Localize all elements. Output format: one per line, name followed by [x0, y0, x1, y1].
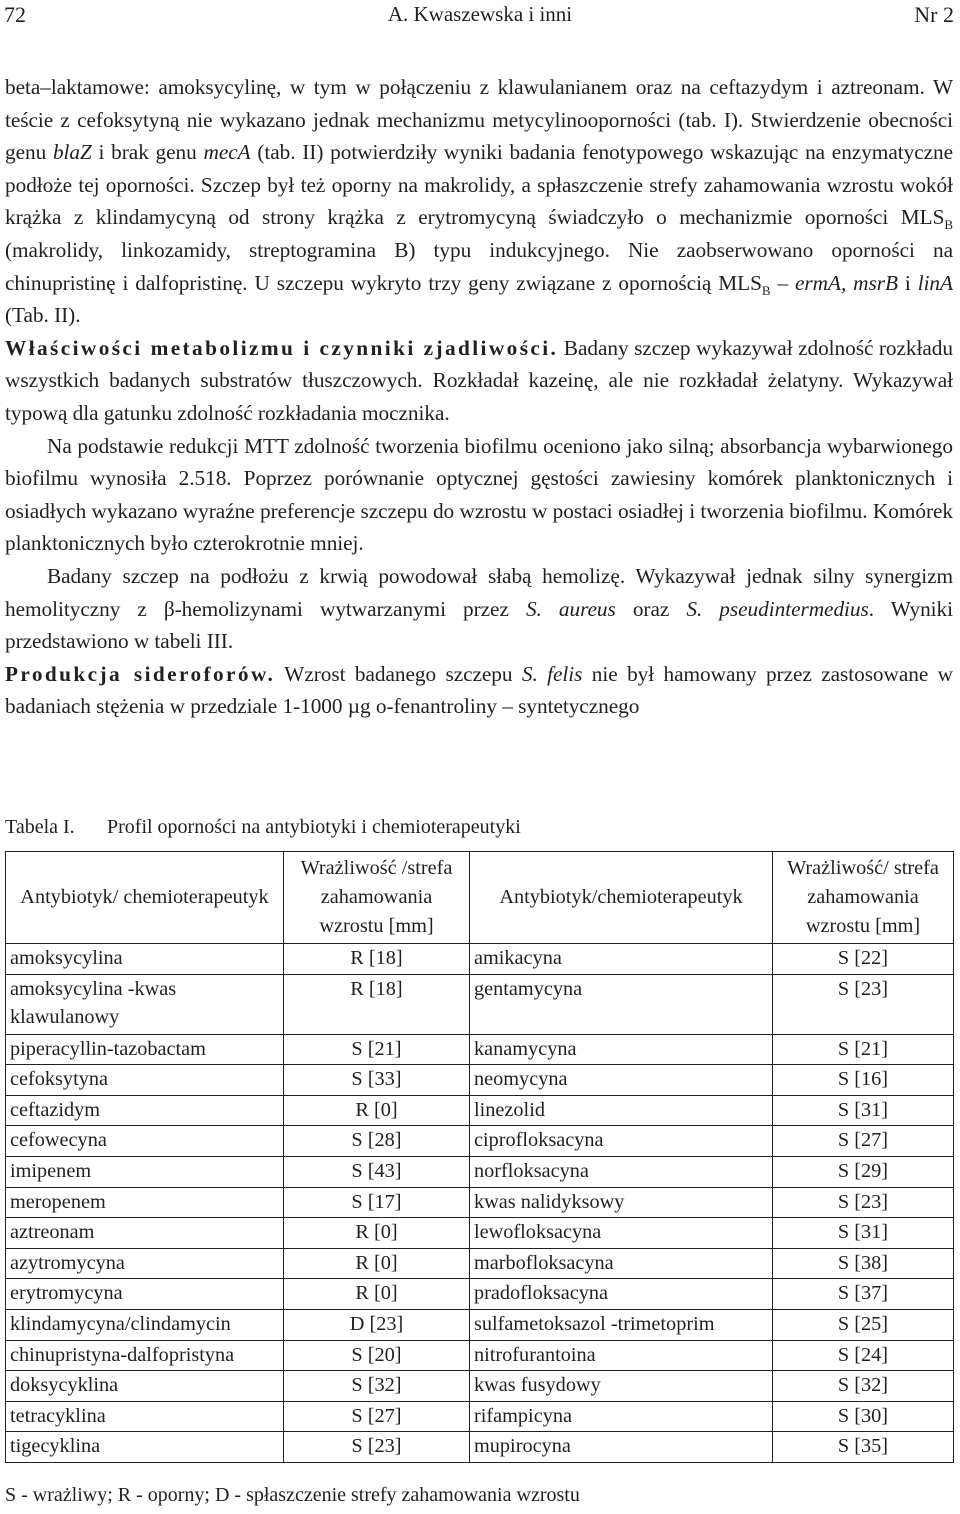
table-label: Tabela I. [5, 816, 75, 838]
genes-erma-msrb: ermA, msrB [795, 270, 898, 295]
susceptibility-cell: S [30] [773, 1401, 954, 1432]
table-header-cell: Antybiotyk/ chemioterapeutyk [6, 852, 284, 944]
susceptibility-cell: S [32] [773, 1371, 954, 1402]
article-body [5, 71, 953, 723]
table-footnote: S - wrażliwy; R - oporny; D - spłaszczenie strefy zahamowania wzrostu [5, 1484, 580, 1506]
table-row [6, 974, 954, 1034]
paragraph-hemolysis: Badany szczep na podłożu z krwią powodował słabą hemolizę. Wykazywał jednak silny synergizm hemolityczny z β-hemolizynami wytwarzanymi przez S. aureus oraz S. pseudintermedius. Wyniki przedstawiono w tabeli III. [5, 563, 954, 654]
table-row [6, 1218, 954, 1249]
table-header-cell: Wrażliwość /strefa zahamowania wzrostu [mm] [284, 852, 470, 944]
susceptibility-cell: S [43] [284, 1156, 470, 1187]
paragraph-metabolism: Właściwości metabolizmu i czynniki zjadliwości. Badany szczep wykazywał zdolność rozkładu wszystkich badanych substratów tłuszczowych. Rozkładał kazeinę, ale nie rozkładał żelatyny. Wykazywał typową dla gatunku zdolność rozkładania mocznika. [5, 335, 953, 425]
table-row [6, 1432, 954, 1463]
antibiotic-name-cell: cefowecyna [6, 1126, 284, 1157]
susceptibility-cell: S [29] [773, 1156, 954, 1187]
antibiotic-name-cell: lewofloksacyna [470, 1218, 773, 1249]
antibiotic-name-cell: klindamycyna/clindamycin [6, 1309, 284, 1340]
table-row [6, 1401, 954, 1432]
page-header [4, 2, 956, 32]
susceptibility-cell: S [31] [773, 1095, 954, 1126]
table-row [6, 1065, 954, 1096]
susceptibility-cell: S [37] [773, 1279, 954, 1310]
table-row [6, 1187, 954, 1218]
antibiotic-name-cell: piperacyllin-tazobactam [6, 1034, 284, 1065]
antibiotic-name-cell: amoksycylina -kwas klawulanowy [6, 974, 284, 1034]
antibiotic-name-cell: amoksycylina [6, 944, 284, 975]
issue-number: Nr 2 [914, 2, 954, 27]
antibiotic-name-cell: pradofloksacyna [470, 1279, 773, 1310]
antibiotic-name-cell: mupirocyna [470, 1432, 773, 1463]
susceptibility-cell: S [33] [284, 1065, 470, 1096]
antibiotic-name-cell: amikacyna [470, 944, 773, 975]
antibiotic-name-cell: sulfametoksazol -trimetoprim [470, 1309, 773, 1340]
antibiotic-name-cell: ceftazidym [6, 1095, 284, 1126]
species-s-felis: S. felis [521, 661, 583, 686]
table-row [6, 944, 954, 975]
antibiotic-name-cell: doksycyklina [6, 1371, 284, 1402]
susceptibility-cell: R [0] [284, 1279, 470, 1310]
species-s-pseudintermedius: S. pseudintermedius [686, 596, 869, 621]
gene-meca: mecA [203, 140, 251, 165]
antibiotic-name-cell: rifampicyna [470, 1401, 773, 1432]
susceptibility-cell: S [23] [773, 1187, 954, 1218]
antibiotic-name-cell: kanamycyna [470, 1034, 773, 1065]
antibiotic-name-cell: ciprofloksacyna [470, 1126, 773, 1157]
table-caption [5, 816, 521, 839]
susceptibility-cell: S [31] [773, 1218, 954, 1249]
antibiotic-name-cell: nitrofurantoina [470, 1340, 773, 1371]
antibiotic-name-cell: chinupristyna-dalfopristyna [6, 1340, 284, 1371]
table-row [6, 1095, 954, 1126]
antibiotic-name-cell: marbofloksacyna [470, 1248, 773, 1279]
table-title: Profil oporności na antybiotyki i chemioterapeutyki [107, 816, 521, 838]
susceptibility-cell: S [23] [773, 974, 954, 1034]
antibiotic-name-cell: erytromycyna [6, 1279, 284, 1310]
paragraph-biofilm: Na podstawie redukcji MTT zdolność tworzenia biofilmu oceniono jako silną; absorbancja wybarwionego biofilmu wynosiła 2.518. Poprzez porównanie optycznej gęstości zawiesiny komórek planktonicznych i osiadłych wykazano wyraźne preferencje szczepu do wzrostu w postaci osiadłej i tworzenia biofilmu. Komórek planktonicznych było czterokrotnie mniej. [5, 433, 953, 556]
antibiotic-name-cell: cefoksytyna [6, 1065, 284, 1096]
running-title-authors: A. Kwaszewska i inni [387, 2, 573, 26]
antibiotic-name-cell: aztreonam [6, 1218, 284, 1249]
antibiotic-resistance-table [5, 851, 954, 1463]
antibiotic-name-cell: kwas nalidyksowy [470, 1187, 773, 1218]
susceptibility-cell: S [38] [773, 1248, 954, 1279]
susceptibility-cell: S [24] [773, 1340, 954, 1371]
susceptibility-cell: R [18] [284, 974, 470, 1034]
section-heading-siderophores: Produkcja sideroforów. [5, 661, 276, 686]
susceptibility-cell: S [22] [773, 944, 954, 975]
gene-blaz: blaZ [52, 140, 92, 165]
table-row [6, 1309, 954, 1340]
susceptibility-cell: S [25] [773, 1309, 954, 1340]
susceptibility-cell: S [16] [773, 1065, 954, 1096]
susceptibility-cell: S [23] [284, 1432, 470, 1463]
table-row [6, 1340, 954, 1371]
table-row [6, 1034, 954, 1065]
susceptibility-cell: S [35] [773, 1432, 954, 1463]
gene-lina: linA [917, 270, 953, 295]
antibiotic-name-cell: imipenem [6, 1156, 284, 1187]
susceptibility-cell: R [18] [284, 944, 470, 975]
antibiotic-name-cell: neomycyna [470, 1065, 773, 1096]
antibiotic-name-cell: norfloksacyna [470, 1156, 773, 1187]
table-header-row [6, 852, 954, 944]
antibiotic-name-cell: tigecyklina [6, 1432, 284, 1463]
section-heading-metabolism: Właściwości metabolizmu i czynniki zjadliwości. [5, 335, 559, 360]
paragraph-siderophores: Produkcja sideroforów. Wzrost badanego szczepu S. felis nie był hamowany przez zastosowane w badaniach stężenia w przedziale 1-1000 µg o-fenantroliny – syntetycznego [5, 661, 953, 719]
susceptibility-cell: D [23] [284, 1309, 470, 1340]
susceptibility-cell: S [32] [284, 1371, 470, 1402]
antibiotic-name-cell: kwas fusydowy [470, 1371, 773, 1402]
table-header-cell: Wrażliwość/ strefa zahamowania wzrostu [mm] [773, 852, 954, 944]
antibiotic-name-cell: meropenem [6, 1187, 284, 1218]
table-row [6, 1248, 954, 1279]
table-body [6, 852, 954, 1463]
antibiotic-name-cell: linezolid [470, 1095, 773, 1126]
antibiotic-name-cell: azytromycyna [6, 1248, 284, 1279]
susceptibility-cell: S [27] [284, 1401, 470, 1432]
table-header-cell: Antybiotyk/chemioterapeutyk [470, 852, 773, 944]
table-row [6, 1279, 954, 1310]
table-row [6, 1371, 954, 1402]
susceptibility-cell: S [21] [284, 1034, 470, 1065]
antibiotic-name-cell: tetracyklina [6, 1401, 284, 1432]
page-number: 72 [4, 2, 26, 27]
table-row [6, 1156, 954, 1187]
susceptibility-cell: S [17] [284, 1187, 470, 1218]
table-row [6, 1126, 954, 1157]
species-s-aureus: S. aureus [525, 596, 616, 621]
paragraph-resistance: beta–laktamowe: amoksycylinę, w tym w połączeniu z klawulanianem oraz na ceftazydym i aztreonam. W teście z cefoksytyną nie wykazano jednak mechanizmu metycylinooporności (tab. I). Stwierdzenie obecności genu blaZ i brak genu mecA (tab. II) potwierdziły wyniki badania fenotypowego wskazując na enzymatyczne podłoże tej oporności. Szczep był też oporny na makrolidy, a spłaszczenie strefy zahamowania wzrostu wokół krążka z klindamycyną od strony krążka z erytromycyną świadczyło o mechanizmie oporności $MLS_B$ (makrolidy, linkozamidy, streptogramina B) typu indukcyjnego. Nie zaobserwowano oporności na chinupristinę i dalfopristinę. U szczepu wykryto trzy geny związane z opornością $MLS_B$ – ermA, msrB i linA (Tab. II). [5, 75, 953, 328]
susceptibility-cell: S [28] [284, 1126, 470, 1157]
antibiotic-name-cell: gentamycyna [470, 974, 773, 1034]
susceptibility-cell: S [27] [773, 1126, 954, 1157]
susceptibility-cell: S [20] [284, 1340, 470, 1371]
susceptibility-cell: R [0] [284, 1218, 470, 1249]
susceptibility-cell: S [21] [773, 1034, 954, 1065]
susceptibility-cell: R [0] [284, 1095, 470, 1126]
susceptibility-cell: R [0] [284, 1248, 470, 1279]
